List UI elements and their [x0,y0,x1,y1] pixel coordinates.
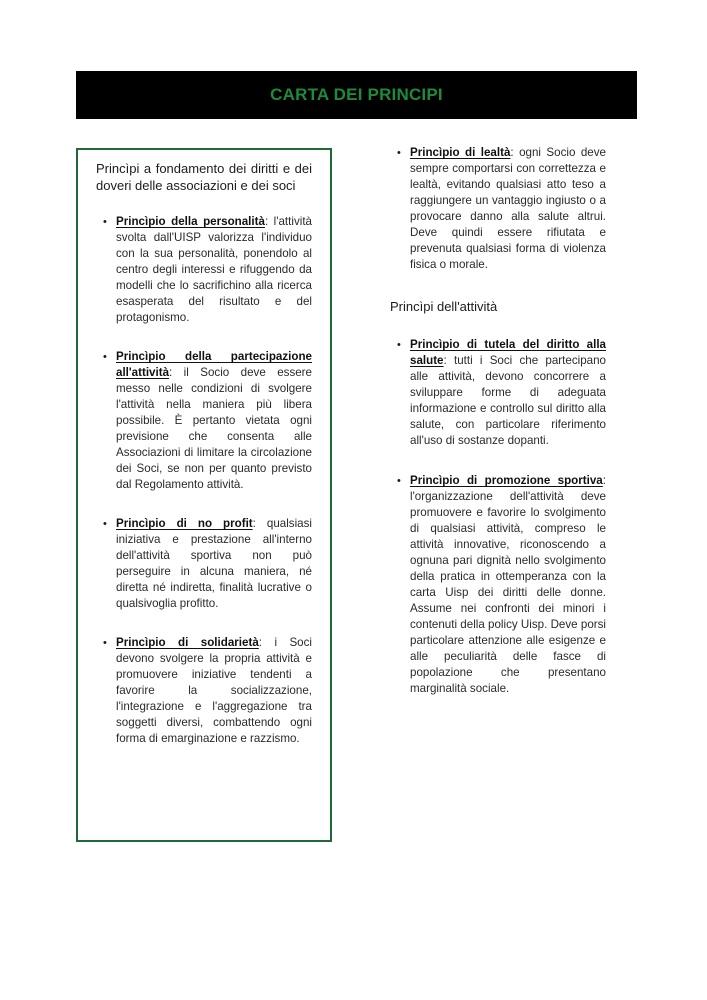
list-item [390,473,606,697]
principle-term: Princìpio della personalità [116,215,265,228]
list-item [96,214,312,326]
page-title: CARTA DEI PRINCIPI [270,85,443,104]
principle-text: : qualsiasi iniziativa e prestazione all'interno dell'attività sportiva non può perseguire in alcuna maniera, né diretta né indiretta, finalità lucrative o qualsivoglia profitto. [116,517,312,610]
list-item [96,635,312,747]
principle-term: Princìpio di promozione sportiva [410,474,603,487]
title-bar [76,71,637,119]
principle-term: Princìpio di solidarietà [116,636,259,649]
principle-text: : tutti i Soci che partecipano alle attività, devono concorrere a sviluppare forme di adeguata informazione e controllo sul diritto alla salute, con particolare riferimento all'uso di sostanze dopanti. [410,354,606,447]
left-column [96,160,312,747]
principle-text: : i Soci devono svolgere la propria attività e promuovere iniziative tendenti a favorire la socializzazione, l'integrazione e l'aggregazione tra soggetti diversi, combattendo ogni forma di emarginazione e razzismo. [116,636,313,745]
right-column [390,145,606,697]
principle-term: Princìpio di no profit [116,517,253,530]
principle-term: Princìpio di tutela del diritto alla salute [410,338,606,367]
section-heading-rights: Princìpi a fondamento dei diritti e dei doveri delle associazioni e dei soci [96,161,312,193]
list-item [96,349,312,493]
principle-text: : l'attività svolta dall'UISP valorizza l'individuo con la sua personalità, ponendolo al centro degli interessi e rifuggendo da modelli che lo sacrifichino alla ricerca esasperata del risultato e del protagonismo. [116,215,312,324]
section-heading-activity: Princìpi dell'attività [390,299,498,314]
principles-list-activity [390,337,606,697]
principle-text: : l'organizzazione dell'attività deve promuovere e favorire lo svolgimento di qualsiasi attività, compreso le attività innovative, riconoscendo a ognuna pari dignità nello svolgimento della pratica in ottemperanza con la carta Uisp dei diritti delle donne. Assume nei confronti dei minori i contenuti della policy Uisp. Deve porsi particolare attenzione alle esigenze e alle peculiarità delle fasce di popolazione che presentano marginalità sociale. [410,474,606,695]
principle-text: : il Socio deve essere messo nelle condizioni di svolgere l'attività nella maniera più libera possibile. È pertanto vietata ogni previsione che consenta alle Associazioni di limitare la circolazione dei Soci, se non per quanto previsto dal Regolamento attività. [116,366,312,491]
principle-term: Princìpio della partecipazione all'attività [116,350,312,379]
principles-list-continued [390,145,606,273]
list-item [390,145,606,273]
list-item [96,516,312,612]
principle-term: Princìpio di lealtà [410,146,511,159]
list-item [390,337,606,449]
principles-list-rights [96,214,312,747]
principle-text: : ogni Socio deve sempre comportarsi con correttezza e lealtà, evitando qualsiasi atto teso a raggiungere un vantaggio ingiusto o a provocare danno alla salute altrui. Deve quindi essere rifiutata e prevenuta qualsiasi forma di violenza fisica o morale. [410,146,606,271]
